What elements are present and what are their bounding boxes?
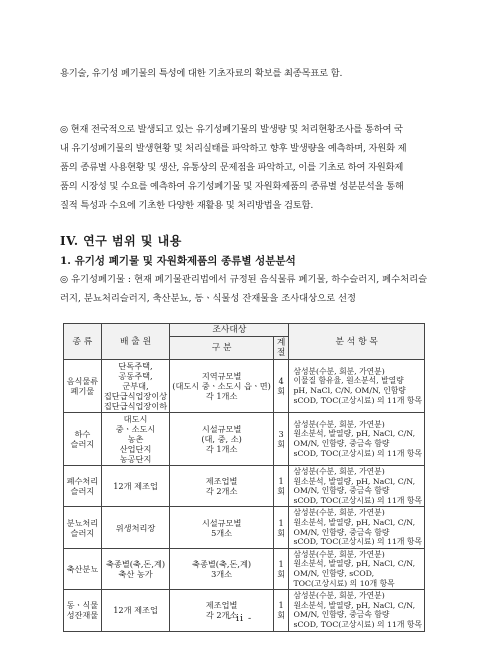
cell-division: 시설규모별 (대, 중, 소) 각 1개소 [170, 413, 274, 466]
header-count: 계 절 [273, 337, 289, 360]
cell-count: 1회 [273, 548, 289, 589]
cell-type: 폐수처리 슬러지 [64, 466, 102, 507]
cell-count: 1회 [273, 466, 289, 507]
header-source: 배 출 원 [101, 324, 169, 360]
cell-division: 제조업별 각 2개소 [170, 590, 274, 631]
cell-count: 3회 [273, 413, 289, 466]
page-number: - ii - [227, 613, 253, 624]
cell-division: 축종별(축,돈,계) 3개소 [170, 548, 274, 589]
header-type: 종 류 [64, 324, 102, 360]
overview-line-3: 품의 종류별 사용현황 및 생산, 유통상의 문제점을 파악하고, 이를 기초로 하여 자원화제 [60, 162, 404, 173]
intro-line: 용기술, 유기성 폐기물의 특성에 대한 기초자료의 확보를 최종목표로 함. [60, 68, 343, 79]
table-row [64, 413, 425, 466]
cell-analysis: 삼성분(수분, 회분, 가연분) 원소분석, 발열량, pH, NaCl, C/N, OM/N, 인함량, 중금속 함량 sCOD, TOC(고상시료) 의 11개 항목 [289, 590, 425, 631]
section-heading: IV. 연구 범위 및 내용 [60, 234, 182, 248]
cell-analysis: 삼성분(수분, 회분, 가연분) 원소분석, 발열량, pH, NaCl, C/N, OM/N, 인함량, 중금속 함량 sCOD, TOC(고상시료) 의 11개 항목 [289, 413, 425, 466]
cell-type: 분뇨처리 슬러지 [64, 507, 102, 548]
target-note-line-2: 러지, 분뇨처리슬러지, 축산분뇨, 동ㆍ식물성 잔재물을 조사대상으로 선정 [60, 293, 357, 304]
cell-source: 12개 제조업 [101, 590, 169, 631]
table-header-row [64, 324, 425, 337]
cell-source: 위생처리장 [101, 507, 169, 548]
table-row [64, 507, 425, 548]
cell-type: 축산분뇨 [64, 548, 102, 589]
cell-analysis: 삼성분(수분, 회분, 가연분) 이물질 함유율, 원소분석, 발열량 pH, NaCl, C/N, OM/N, 인함량 sCOD, TOC(고상시료) 의 11개 항목 [289, 360, 425, 413]
cell-analysis: 삼성분(수분, 회분, 가연분) 원소분석, 발열량, pH, NaCl, C/N, OM/N, 인함량, 중금속 함량 sCOD, TOC(고상시료) 의 11개 항목 [289, 507, 425, 548]
cell-division: 지역규모별 (대도시 중ㆍ소도시 읍ㆍ면) 각 1개소 [170, 360, 274, 413]
cell-type: 동ㆍ식물 성잔재물 [64, 590, 102, 631]
overview-line-1: ◎ 현재 전국적으로 발생되고 있는 유기성폐기물의 발생량 및 처리현황조사를 통하여 국 [60, 124, 403, 135]
overview-line-2: 내 유기성폐기물의 발생현황 및 처리실태를 파악하고 향후 발생량을 예측하며, 자원화 제 [60, 143, 407, 154]
subsection-heading: 1. 유기성 폐기물 및 자원화제품의 종류별 성분분석 [60, 255, 296, 267]
cell-division: 시설규모별 5개소 [170, 507, 274, 548]
overview-line-4: 품의 시장성 및 수요를 예측하여 유기성폐기물 및 자원화제품의 종류별 성분분석을 통해 [60, 181, 404, 192]
cell-count: 1회 [273, 590, 289, 631]
table-row [64, 466, 425, 507]
cell-source: 대도시 중ㆍ소도시 농촌 산업단지 농공단지 [101, 413, 169, 466]
cell-count: 4회 [273, 360, 289, 413]
cell-source: 축종별(축,돈,계) 축산 농가 [101, 548, 169, 589]
cell-source: 단독주택, 공동주택, 군부대, 집단급식업장이상 집단급식업장이하 [101, 360, 169, 413]
cell-analysis: 삼성분(수분, 회분, 가연분) 원소분석, 발열량, pH, NaCl, C/N, OM/N, 인함량, 중금속 함량 sCOD, TOC(고상시료) 의 11개 항목 [289, 466, 425, 507]
cell-division: 제조업별 각 2개소 [170, 466, 274, 507]
intro-paragraph [60, 64, 432, 83]
cell-type: 음식물류 폐기물 [64, 360, 102, 413]
overview-line-5: 질적 특성과 수요에 기초한 다양한 재활용 및 처리방법을 검토함. [60, 200, 314, 211]
overview-paragraph [60, 120, 432, 215]
target-note-line-1: ◎ 유기성폐기물 : 현재 폐기물관리법에서 규정된 음식물류 폐기물, 하수슬러지, 폐수처리슬 [60, 274, 428, 285]
table-row [64, 590, 425, 631]
analysis-table [63, 323, 425, 632]
cell-type: 하수 슬러지 [64, 413, 102, 466]
header-analysis: 분 석 항 목 [289, 324, 425, 360]
target-note [60, 270, 432, 308]
header-survey: 조사대상 [170, 324, 289, 337]
cell-analysis: 삼성분(수분, 회분, 가연분) 원소분석, 발열량, pH, NaCl, C/N, OM/N, 인함량, sCOD, TOC(고상시료) 의 10개 항목 [289, 548, 425, 589]
table-row [64, 548, 425, 589]
table-row [64, 360, 425, 413]
cell-source: 12개 제조업 [101, 466, 169, 507]
header-division: 구 분 [170, 337, 274, 360]
cell-count: 1회 [273, 507, 289, 548]
